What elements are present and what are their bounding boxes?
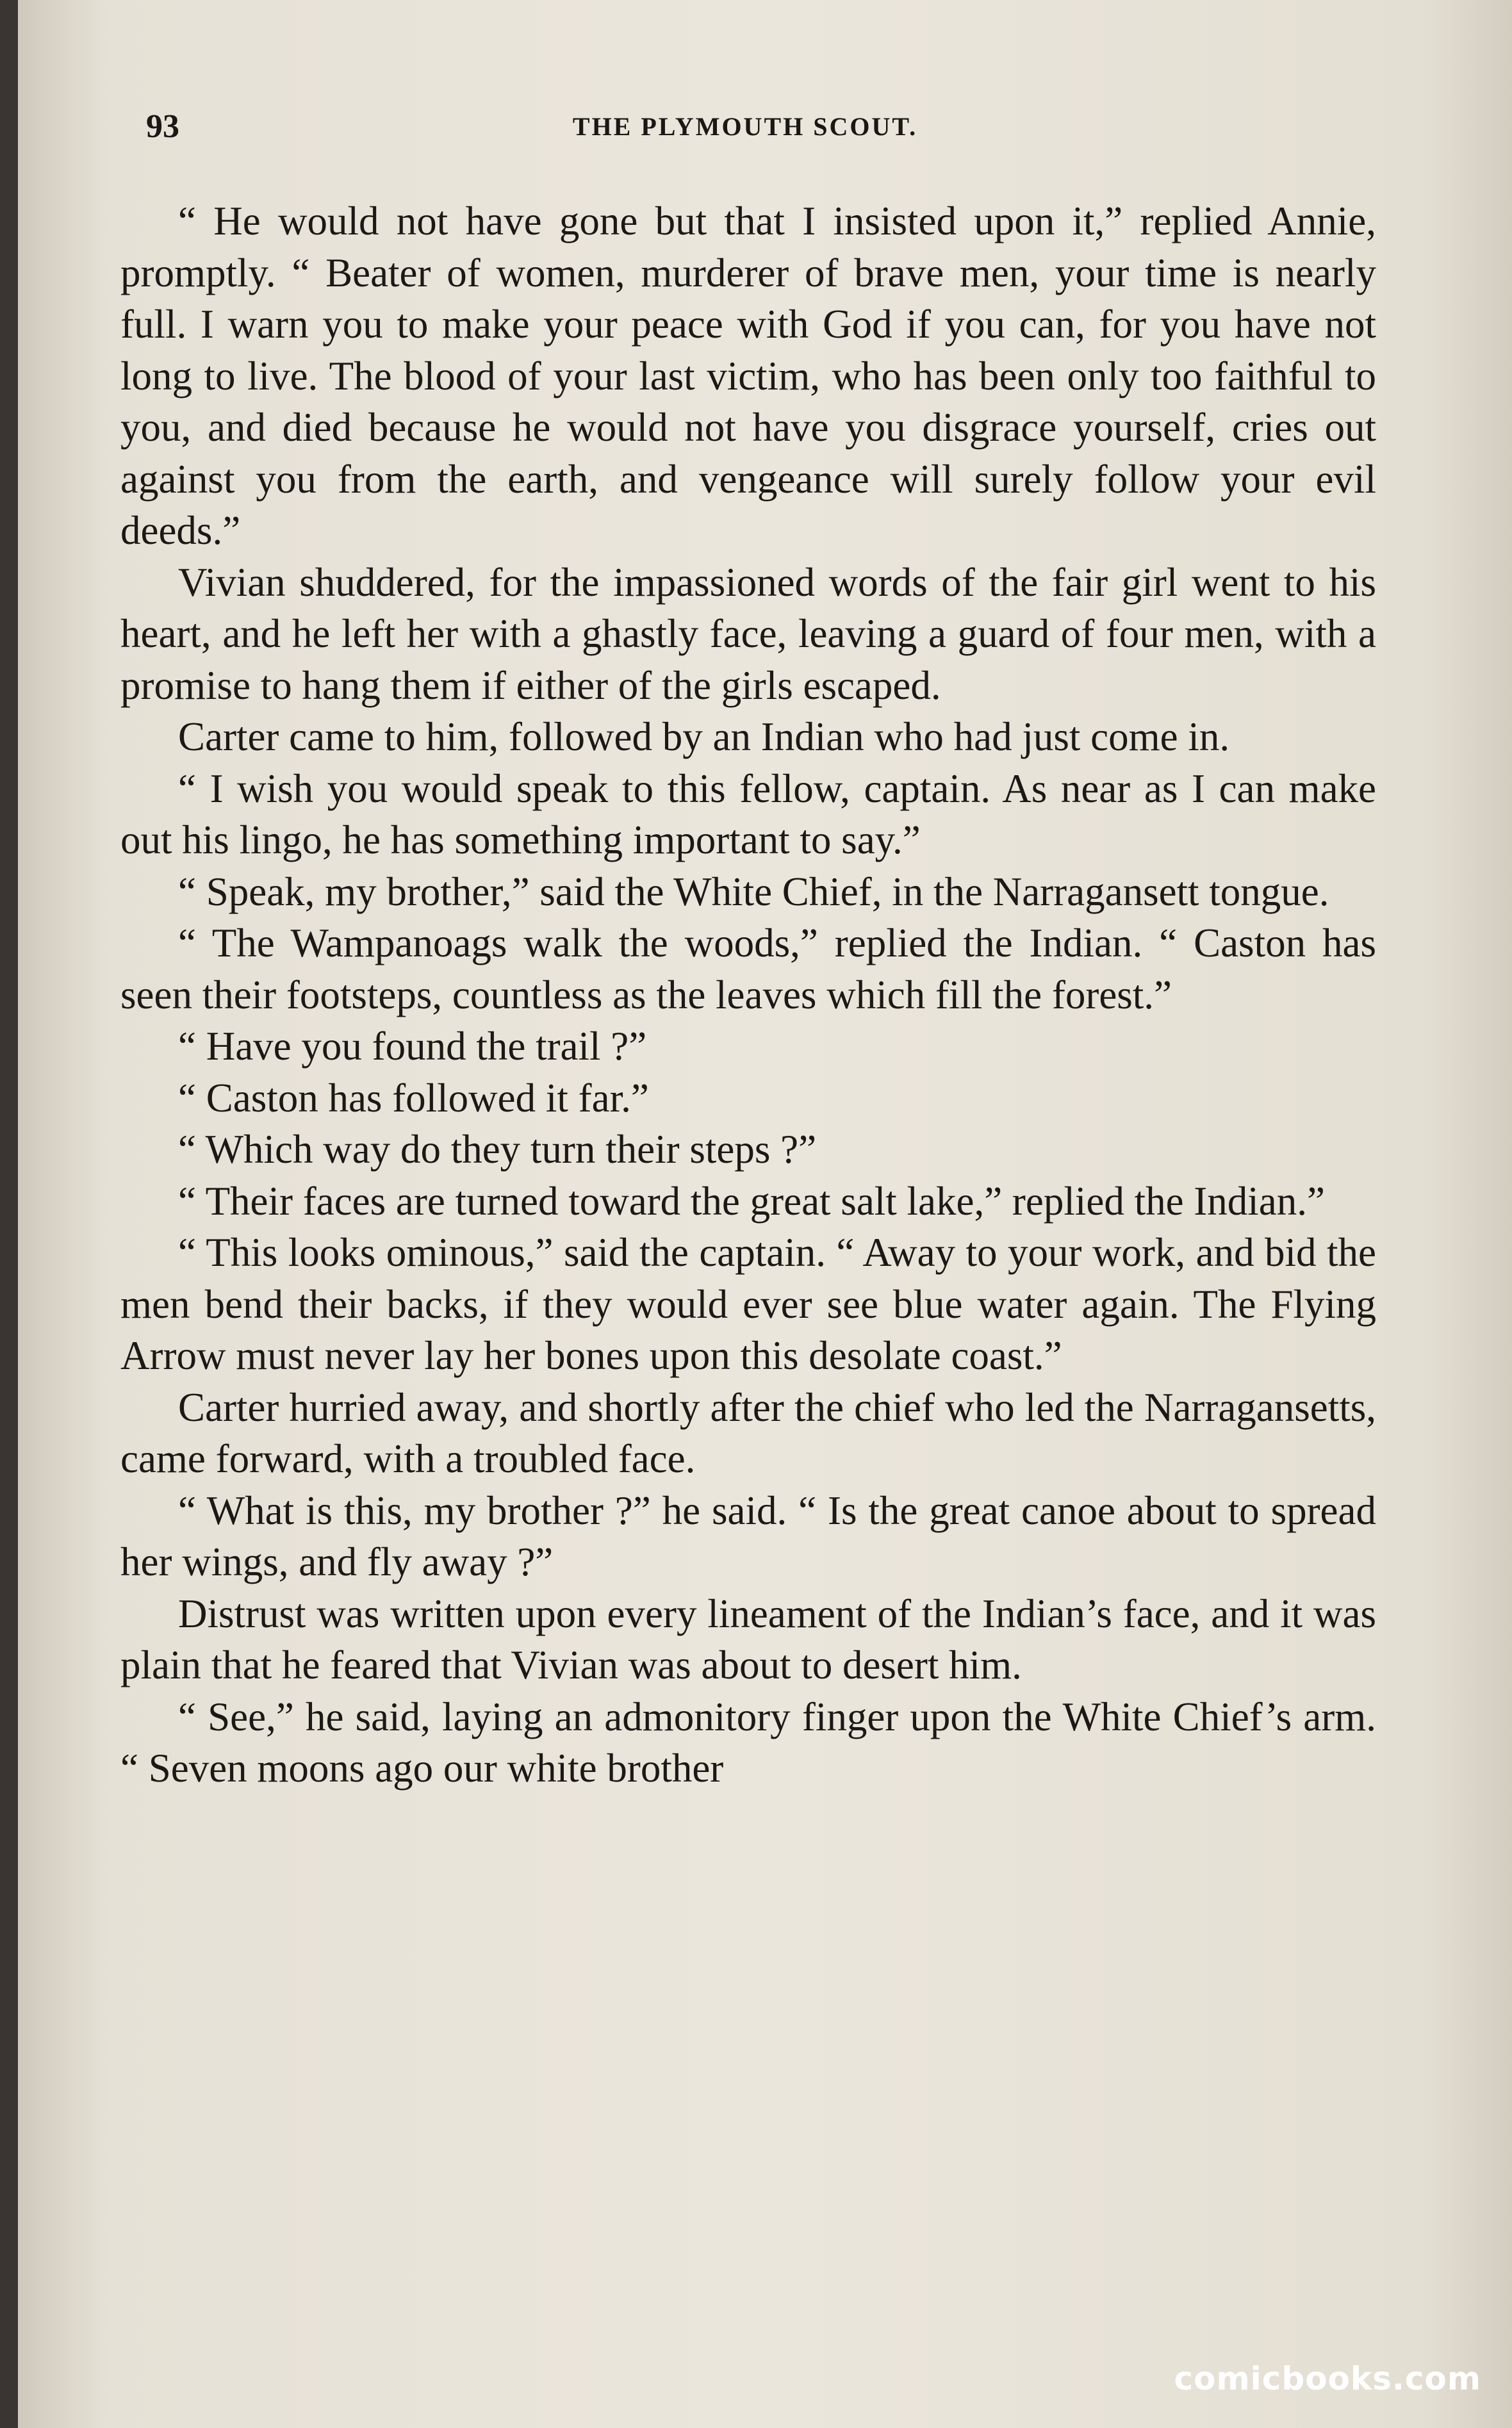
paragraph: “ Caston has followed it far.” bbox=[178, 1075, 649, 1120]
page-header bbox=[120, 108, 1370, 152]
paragraph: “ He would not have gone but that I insisted upon it,” replied Annie, promptly. “ Beater of women, murderer of brave men, your time is nearly full. I warn you to make your peace with God if you can, for you have not long to live. The blood of your last victim, who has been only too faithful to you, and died because he would not have you disgrace yourself, cries out against you from the earth, and vengeance will surely follow your evil deeds.” bbox=[120, 199, 1376, 553]
paragraph: “ Have you found the trail ?” bbox=[178, 1024, 647, 1069]
paragraph: “ I wish you would speak to this fellow, captain. As near as I can make out his lingo, he has something important to say.” bbox=[120, 766, 1376, 862]
page-number: 93 bbox=[146, 108, 179, 145]
paragraph: “ See,” he said, laying an admonitory finger upon the White Chief’s arm. “ Seven moons ago our white brother bbox=[120, 1694, 1376, 1791]
watermark: comicbooks.com bbox=[1174, 2360, 1481, 2397]
paragraph: “ Speak, my brother,” said the White Chief, in the Narragansett tongue. bbox=[178, 869, 1329, 914]
paragraph: Carter hurried away, and shortly after the chief who led the Narragansetts, came forward, with a troubled face. bbox=[120, 1384, 1376, 1481]
paragraph: “ The Wampanoags walk the woods,” replied the Indian. “ Caston has seen their footsteps, countless as the leaves which fill the forest.” bbox=[120, 921, 1376, 1017]
book-page bbox=[18, 0, 1512, 2428]
paragraph: “ Which way do they turn their steps ?” bbox=[178, 1127, 817, 1172]
paragraph: Distrust was written upon every lineament of the Indian’s face, and it was plain that he feared that Vivian was about to desert him. bbox=[120, 1591, 1376, 1687]
paragraph: “ This looks ominous,” said the captain. “ Away to your work, and bid the men bend their backs, if they would ever see blue water again. The Flying Arrow must never lay her bones upon this desolate coast.” bbox=[120, 1230, 1376, 1378]
paragraph: Vivian shuddered, for the impassioned words of the fair girl went to his heart, and he left her with a ghastly face, leaving a guard of four men, with a promise to hang them if either of the girls escaped. bbox=[120, 559, 1376, 708]
body-text bbox=[120, 195, 1376, 1794]
running-title: THE PLYMOUTH SCOUT. bbox=[572, 112, 918, 141]
paragraph: “ Their faces are turned toward the great salt lake,” replied the Indian.” bbox=[178, 1178, 1325, 1224]
paragraph: “ What is this, my brother ?” he said. “ Is the great canoe about to spread her wings, and fly away ?” bbox=[120, 1488, 1376, 1584]
paragraph: Carter came to him, followed by an Indian who had just come in. bbox=[178, 714, 1230, 759]
